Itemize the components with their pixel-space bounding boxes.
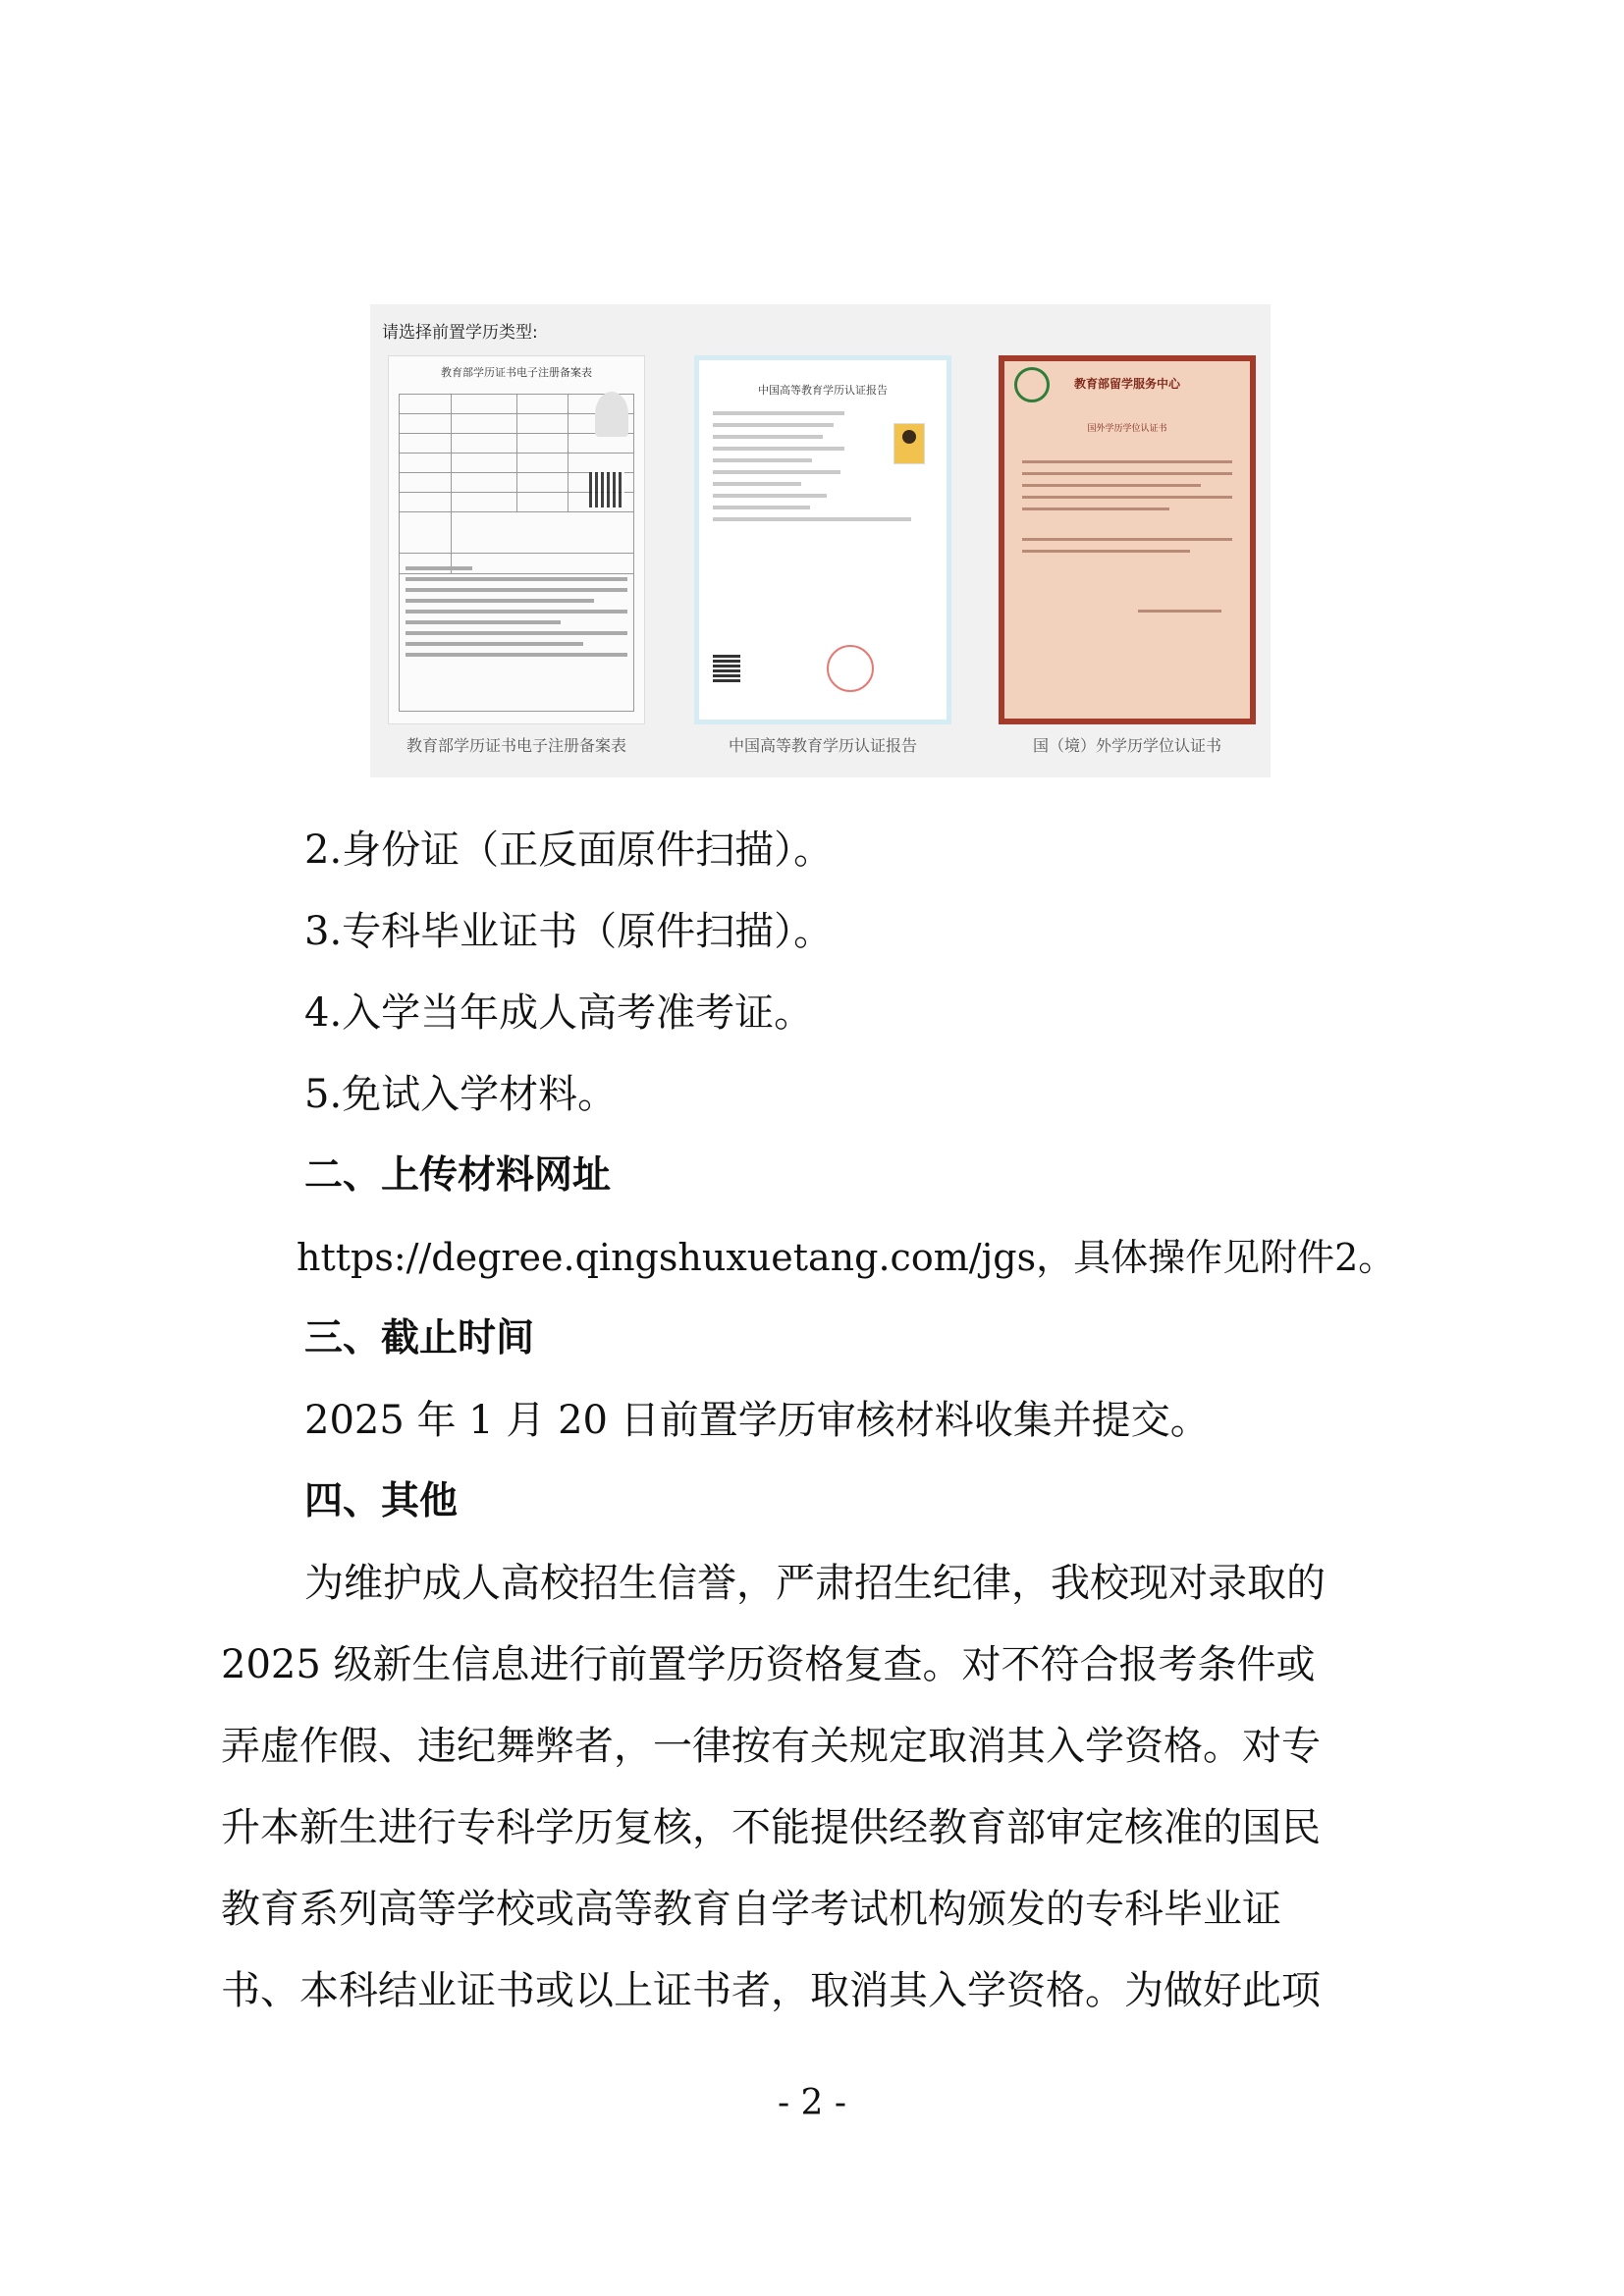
page-number: - 2 - — [777, 2083, 847, 2123]
card-subtitle: 国外学历学位认证书 — [1087, 424, 1167, 434]
foreign-degree-certificate-image — [999, 355, 1256, 724]
paragraph-line: 升本新生进行专科学历复核，不能提供经教育部审定核准的国民 — [221, 1805, 1321, 1850]
list-item: 4.入学当年成人高考准考证。 — [304, 990, 814, 1036]
card-title: 教育部留学服务中心 — [1073, 377, 1180, 391]
paragraph-line: 弄虚作假、违纪舞弊者，一律按有关规定取消其入学资格。对专 — [221, 1724, 1321, 1769]
degree-type-figure — [370, 304, 1271, 777]
portrait-placeholder — [595, 392, 628, 437]
upload-url-text: https://degree.qingshuxuetang.com/jgs，具体操作见附件2。 — [297, 1236, 1396, 1279]
caption-foreign-degree: 国（境）外学历学位认证书 — [1032, 736, 1221, 755]
section-heading: 二、上传材料网址 — [304, 1153, 612, 1198]
verification-report-image — [694, 355, 951, 724]
paragraph-line: 2025 级新生信息进行前置学历资格复查。对不符合报考条件或 — [221, 1642, 1316, 1687]
list-item: 5.免试入学材料。 — [304, 1072, 618, 1117]
notes-box — [399, 553, 634, 712]
registration-form-image — [388, 355, 645, 724]
official-seal-icon — [827, 645, 874, 692]
qr-code-icon — [713, 655, 740, 682]
card-title: 中国高等教育学历认证报告 — [758, 384, 888, 397]
figure-prompt: 请选择前置学历类型: — [382, 323, 538, 343]
paragraph-line: 书、本科结业证书或以上证书者，取消其入学资格。为做好此项 — [221, 1968, 1321, 2013]
card-title: 教育部学历证书电子注册备案表 — [441, 366, 592, 379]
caption-registration-form: 教育部学历证书电子注册备案表 — [406, 736, 626, 755]
portrait-photo — [893, 423, 925, 464]
paragraph-line: 为维护成人高校招生信誉，严肃招生纪律，我校现对录取的 — [304, 1561, 1326, 1606]
list-item: 2.身份证（正反面原件扫描）。 — [304, 828, 834, 873]
paragraph-line: 教育系列高等学校或高等教育自学考试机构颁发的专科毕业证 — [221, 1887, 1281, 1932]
section-heading: 三、截止时间 — [304, 1316, 535, 1361]
caption-verification-report: 中国高等教育学历认证报告 — [728, 736, 917, 755]
qr-code-icon — [589, 472, 624, 507]
list-item: 3.专科毕业证书（原件扫描）。 — [304, 909, 834, 954]
deadline-text: 2025 年 1 月 20 日前置学历审核材料收集并提交。 — [304, 1398, 1210, 1443]
section-heading: 四、其他 — [304, 1479, 459, 1523]
center-logo-icon — [1014, 367, 1050, 402]
